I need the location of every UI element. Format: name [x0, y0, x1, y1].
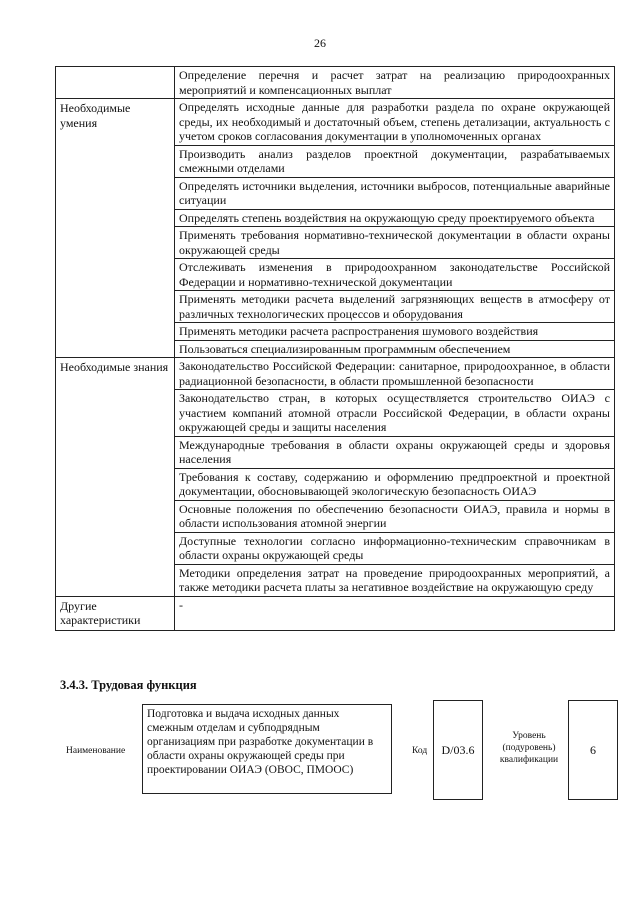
- row-item-text: Методики определения затрат на проведение природоохранных мероприятий, а также методики расчета платы за негативное воздействие на окружающую среду: [175, 564, 615, 596]
- row-item-text: Применять требования нормативно-технической документации в области охраны окружающей среды: [175, 227, 615, 259]
- name-label: Наименование: [66, 746, 126, 756]
- table-row: [56, 99, 615, 146]
- table-row: [56, 67, 615, 99]
- row-item-text: Основные положения по обеспечению безопасности ОИАЭ, правила и нормы в области использования атомной энергии: [175, 500, 615, 532]
- row-item-text: Законодательство Российской Федерации: санитарное, природоохранное, в области радиационной безопасности, в области промышленной безопасности: [175, 358, 615, 390]
- row-item-text: Международные требования в области охраны окружающей среды и здоровья населения: [175, 436, 615, 468]
- row-item-text: Определять степень воздействия на окружающую среду проектируемого объекта: [175, 209, 615, 227]
- section-title: 3.4.3. Трудовая функция: [60, 678, 197, 692]
- row-label: [56, 67, 175, 99]
- row-item-text: Применять методики расчета выделений загрязняющих веществ в атмосферу от различных технологических процессов и оборудования: [175, 291, 615, 323]
- code-box: D/03.6: [433, 700, 483, 800]
- row-label: Необходимые знания: [56, 358, 175, 597]
- requirements-table: [55, 66, 615, 631]
- row-item-text: Отслеживать изменения в природоохранном законодательстве Российской Федерации и нормативно-технической документации: [175, 259, 615, 291]
- row-item-text: Применять методики расчета распространения шумового воздействия: [175, 323, 615, 341]
- row-item-text: -: [175, 596, 615, 630]
- row-item-text: Пользоваться специализированным программным обеспечением: [175, 340, 615, 358]
- row-item-text: Производить анализ разделов проектной документации, разрабатываемых смежными отделами: [175, 145, 615, 177]
- row-item-text: Определять источники выделения, источники выбросов, потенциальные аварийные ситуации: [175, 177, 615, 209]
- code-label: Код: [412, 746, 428, 756]
- function-name-box: Подготовка и выдача исходных данных смежным отделам и субподрядным организациям при разработке документации в области охраны окружающей среды при проектировании ОИАЭ (ОВОС, ПМООС): [142, 704, 392, 794]
- row-item-text: Определять исходные данные для разработки раздела по охране окружающей среды, их необходимый и достаточный объем, степень детализации, актуальность с учетом сроков согласования документации в уполномоченных органах: [175, 99, 615, 146]
- row-item-text: Определение перечня и расчет затрат на реализацию природоохранных мероприятий и компенсационных выплат: [175, 67, 615, 99]
- row-item-text: Доступные технологии согласно информационно-техническим справочникам в области охраны окружающей среды: [175, 532, 615, 564]
- page-number: 26: [314, 36, 326, 50]
- row-item-text: Требования к составу, содержанию и оформлению предпроектной и проектной документации, обосновывающей экологическую безопасность ОИАЭ: [175, 468, 615, 500]
- table-row: [56, 358, 615, 390]
- row-item-text: Законодательство стран, в которых осуществляется строительство ОИАЭ с участием компаний атомной отрасли Российской Федерации, в области охраны окружающей среды и защиты населения: [175, 390, 615, 437]
- qualification-level-box: 6: [568, 700, 618, 800]
- labor-function-header: [60, 700, 620, 804]
- table-row: [56, 596, 615, 630]
- row-label: Необходимые умения: [56, 99, 175, 358]
- qualification-level-label: Уровень (подуровень) квалификации: [499, 731, 559, 765]
- row-label: Другие характеристики: [56, 596, 175, 630]
